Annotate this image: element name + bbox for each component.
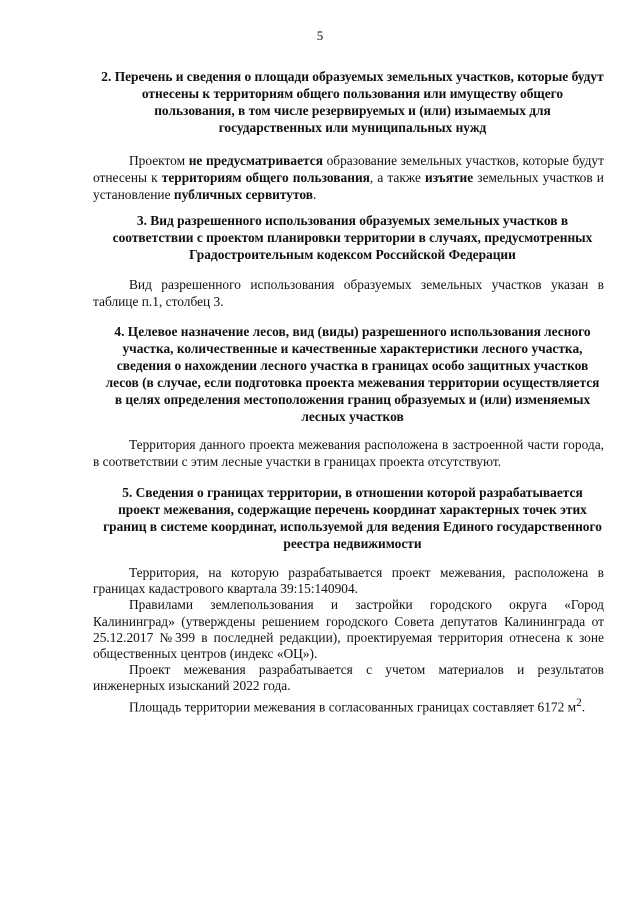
area-unit-superscript: 2 — [576, 696, 582, 709]
s2-part-5: изъятие — [425, 170, 474, 185]
section-4-heading: 4. Целевое назначение лесов, вид (виды) разрешенного использования лесного участка, количественные и качественные характеристики лесного участка, сведения о нахождении лесного участка в границах особо защитных участков лесов (в случае, если подготовка проекта межевания территории осуществляется в целях определения местоположения границ образуемых и (или) изменяемых лесных участков — [105, 324, 600, 424]
s2-part-0: Проектом — [129, 153, 189, 168]
section-5-paragraph-3: Проект межевания разрабатывается с учетом материалов и результатов инженерных изысканий 2022 года. — [93, 662, 604, 694]
section-5-body — [93, 565, 604, 715]
section-5-heading: 5. Сведения о границах территории, в отношении которой разрабатывается проект межевания, содержащие перечень координат характерных точек этих границ в системе координат, используемой для ведения Единого государственного реестра недвижимости — [103, 485, 602, 551]
s2-part-7: публичных сервитутов — [173, 187, 313, 202]
section-2-paragraph — [93, 152, 604, 203]
area-end: . — [581, 699, 586, 715]
section-5-title — [93, 484, 604, 552]
section-3-title — [93, 212, 604, 263]
section-4-body — [93, 436, 604, 470]
section-3-paragraph: Вид разрешенного использования образуемых земельных участков указан в таблице п.1, столбец 3. — [93, 277, 604, 309]
section-4-paragraph: Территория данного проекта межевания расположена в застроенной части города, в соответствии с этим лесные участки в границах проекта отсутствуют. — [93, 437, 604, 469]
page-number: 5 — [316, 28, 324, 43]
section-3-body — [93, 276, 604, 310]
section-2-title — [93, 68, 604, 136]
s2-part-4: , а также — [369, 170, 426, 185]
section-5-paragraph-1: Территория, на которую разрабатывается проект межевания, расположена в границах кадастрового квартала 39:15:140904. — [93, 565, 604, 597]
s2-part-8: . — [312, 187, 317, 202]
section-3-heading: 3. Вид разрешенного использования образуемых земельных участков в соответствии с проектом планировки территории в случаях, предусмотренных Градостроительным кодексом Российской Федерации — [112, 213, 593, 262]
s2-part-3: территориям общего пользования — [161, 170, 370, 185]
section-4-title — [93, 323, 604, 425]
section-2-body — [93, 152, 604, 203]
section-5-paragraph-2: Правилами землепользования и застройки городского округа «Город Калининград» (утверждены решением городского Совета депутатов Калининграда от 25.12.2017 №399 в последней редакции), проектируемая территория отнесена к зоне общественных центров (индекс «ОЦ»). — [93, 597, 604, 662]
s2-part-1: не предусматривается — [188, 153, 323, 168]
section-2-heading: 2. Перечень и сведения о площади образуемых земельных участков, которые будут отнесены к территориям общего пользования или имуществу общего пользования, в том числе резервируемых и (или) изымаемых для государственных или муниципальных нужд — [101, 69, 604, 135]
section-5-paragraph-4 — [93, 695, 604, 716]
area-text: Площадь территории межевания в согласованных границах составляет 6172 м — [129, 699, 577, 715]
s2-part-2: образование земельных участков, которые будут отнесены к — [93, 153, 604, 185]
s2-part-6: земельных участков и установление — [93, 170, 604, 202]
